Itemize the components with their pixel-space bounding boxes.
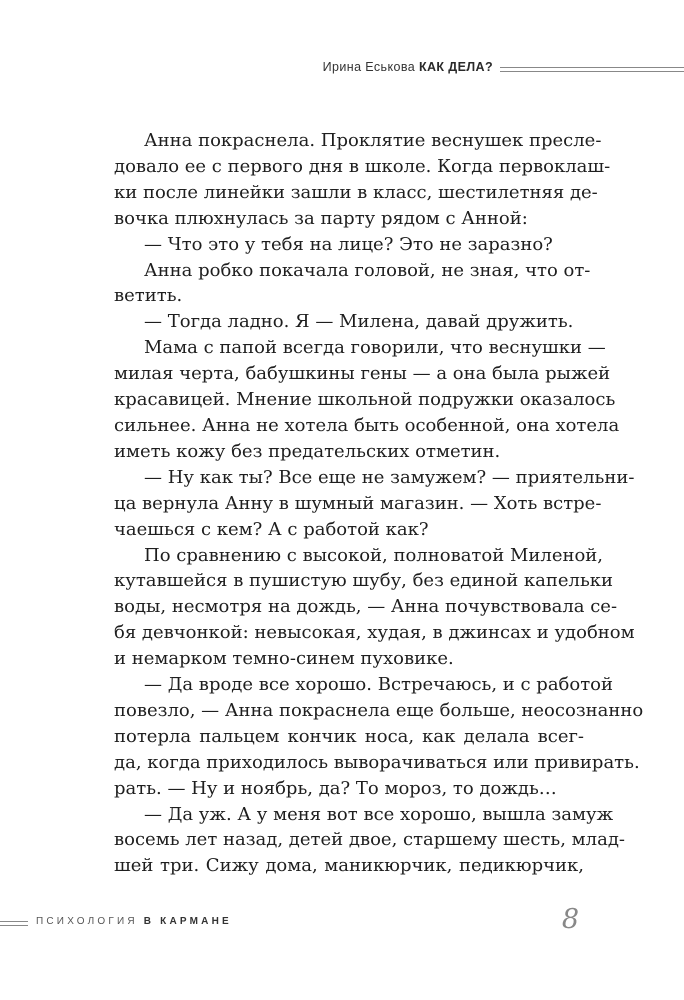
text-line: Анна покраснела. Проклятие веснушек пресле- xyxy=(144,130,602,151)
header-book-title: КАК ДЕЛА? xyxy=(418,60,493,74)
text-line: По сравнению с высокой, полноватой Миленой, xyxy=(144,544,604,566)
text-line: сильнее. Анна не хотела быть особенной, она хотела xyxy=(114,414,620,436)
footer-rule-top xyxy=(0,921,28,922)
text-line: шей три. Сижу дома, маникюрчик, педикюрчик, xyxy=(114,855,584,877)
text-line: — Да вроде все хорошо. Встречаюсь, и с работой xyxy=(144,674,614,696)
footer-series-name xyxy=(36,916,232,927)
running-header-text xyxy=(323,60,493,74)
text-line: воды, несмотря на дождь, — Анна почувствовала се- xyxy=(114,596,618,618)
text-line: — Что это у тебя на лице? Это не заразно? xyxy=(144,233,553,255)
text-line: иметь кожу без предательских отметин. xyxy=(114,440,501,462)
footer-series-bold: В КАРМАНЕ xyxy=(143,916,232,927)
text-line: бя девчонкой: невысокая, худая, в джинсах и удобном xyxy=(114,622,635,644)
text-line: Мама с папой всегда говорили, что веснушки — xyxy=(144,337,606,359)
text-line: и немарком темно-синем пуховике. xyxy=(114,648,454,670)
text-line: кутавшейся в пушистую шубу, без единой капельки xyxy=(114,570,614,592)
text-line: — Да уж. А у меня вот все хорошо, вышла замуж xyxy=(144,803,614,825)
text-line: ветить. xyxy=(114,285,183,307)
text-line: восемь лет назад, детей двое, старшему шесть, млад- xyxy=(114,829,626,851)
text-line: ца вернула Анну в шумный магазин. — Хоть встре- xyxy=(114,492,602,514)
running-footer xyxy=(0,904,684,936)
text-line: — Ну как ты? Все еще не замужем? — приятельни- xyxy=(144,466,635,488)
page-body-text xyxy=(114,128,644,879)
header-author: Ирина Еськова xyxy=(322,60,416,74)
footer-rule-bottom xyxy=(0,925,28,926)
text-line: довало ее с первого дня в школе. Когда первоклаш- xyxy=(114,155,611,177)
text-line: повезло, — Анна покраснела еще больше, неосознанно xyxy=(114,699,644,721)
footer-series-light: ПСИХОЛОГИЯ xyxy=(36,916,138,927)
text-line: вочка плюхнулась за парту рядом с Анной: xyxy=(114,207,528,229)
text-line: милая черта, бабушкины гены — а она была рыжей xyxy=(114,363,611,385)
header-rule-bottom xyxy=(500,71,684,72)
text-line: — Тогда ладно. Я — Милена, давай дружить. xyxy=(144,311,574,333)
text-line: потерла пальцем кончик носа, как делала всег- xyxy=(114,725,584,747)
text-line: да, когда приходилось выворачиваться или привирать. xyxy=(114,751,640,773)
text-line: красавицей. Мнение школьной подружки оказалось xyxy=(114,389,616,411)
running-header xyxy=(0,60,684,80)
text-line: Анна робко покачала головой, не зная, что от- xyxy=(144,259,591,281)
text-line: рать. — Ну и ноябрь, да? То мороз, то дождь… xyxy=(114,777,557,799)
text-line: ки после линейки зашли в класс, шестилетняя де- xyxy=(114,181,598,203)
text-line: чаешься с кем? А с работой как? xyxy=(114,518,429,540)
page-number: 8 xyxy=(561,904,579,935)
header-rule-top xyxy=(500,67,684,68)
